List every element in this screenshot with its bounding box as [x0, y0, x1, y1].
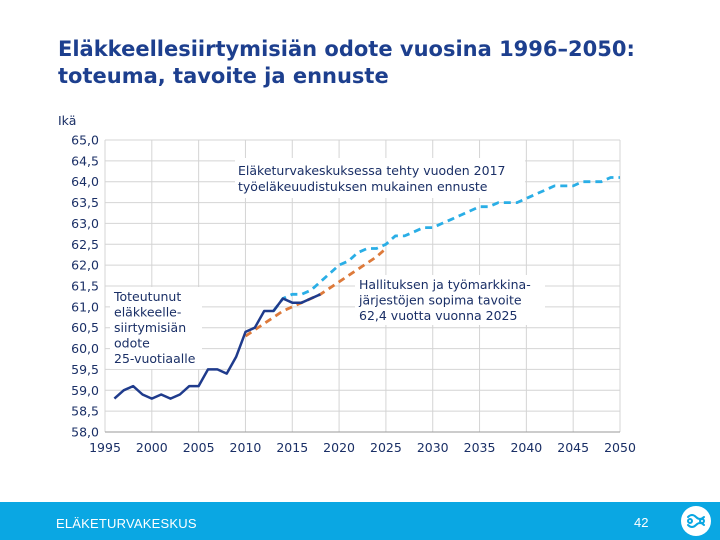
y-tick-labels: [71, 133, 99, 440]
x-tick-labels: [89, 440, 636, 455]
x-tick-label: 2005: [182, 440, 215, 455]
y-tick-label: 64,0: [71, 174, 99, 190]
y-tick-label: 61,0: [71, 299, 99, 315]
y-tick-label: 63,0: [71, 215, 99, 231]
title-line-2: toteuma, tavoite ja ennuste: [58, 64, 389, 88]
x-tick-label: 2010: [229, 440, 262, 455]
annotation-actual-line: Toteutunut: [114, 289, 182, 304]
annotation-forecast-line: Eläketurvakeskuksessa tehty vuoden 2017: [238, 163, 506, 178]
y-tick-label: 58,0: [71, 424, 99, 440]
y-tick-label: 63,5: [71, 195, 99, 211]
annotation-target-line: järjestöjen sopima tavoite: [359, 292, 522, 308]
y-tick-label: 65,0: [71, 132, 99, 148]
annotation-target-line: Hallituksen ja työmarkkina-: [359, 277, 531, 292]
y-tick-label: 62,5: [71, 236, 99, 252]
annotation-target-line: 62,4 vuotta vuonna 2025: [359, 308, 518, 323]
page-number: 42: [634, 515, 649, 530]
x-tick-label: 2050: [604, 440, 636, 455]
x-tick-label: 2045: [557, 440, 590, 455]
y-tick-label: 58,5: [71, 403, 99, 419]
x-tick-label: 2025: [370, 440, 402, 455]
y-tick-label: 59,5: [71, 361, 99, 377]
x-tick-label: 2040: [510, 440, 543, 455]
annotation-forecast-line: työeläkeuudistuksen mukainen ennuste: [238, 179, 488, 194]
y-tick-label: 60,0: [71, 341, 99, 357]
x-tick-label: 2035: [463, 440, 496, 455]
title-line-1: Eläkkeellesiirtymisiän odote vuosina 1996–2050:: [58, 37, 635, 61]
footer-bar: [0, 502, 720, 540]
x-tick-label: 2030: [416, 440, 449, 455]
x-tick-label: 2015: [276, 440, 309, 455]
annotation-actual-line: odote: [114, 335, 150, 351]
annotation-actual-line: 25-vuotiaalle: [114, 351, 196, 366]
x-tick-label: 1995: [89, 440, 121, 455]
annotation-actual-line: eläkkeelle-: [114, 304, 182, 320]
x-tick-label: 2000: [135, 440, 168, 455]
footer-brand: ELÄKETURVAKESKUS: [56, 516, 197, 531]
y-tick-label: 62,0: [71, 257, 99, 273]
y-tick-label: 61,5: [71, 278, 99, 294]
annotation-actual-line: siirtymisiän: [114, 320, 187, 335]
x-tick-label: 2020: [323, 440, 355, 455]
y-tick-label: 60,5: [71, 320, 99, 336]
eteläkeskus-logo-icon: [680, 505, 712, 537]
y-tick-label: 64,5: [71, 153, 99, 169]
y-axis-label: Ikä: [58, 113, 77, 128]
y-tick-label: 59,0: [71, 382, 99, 398]
